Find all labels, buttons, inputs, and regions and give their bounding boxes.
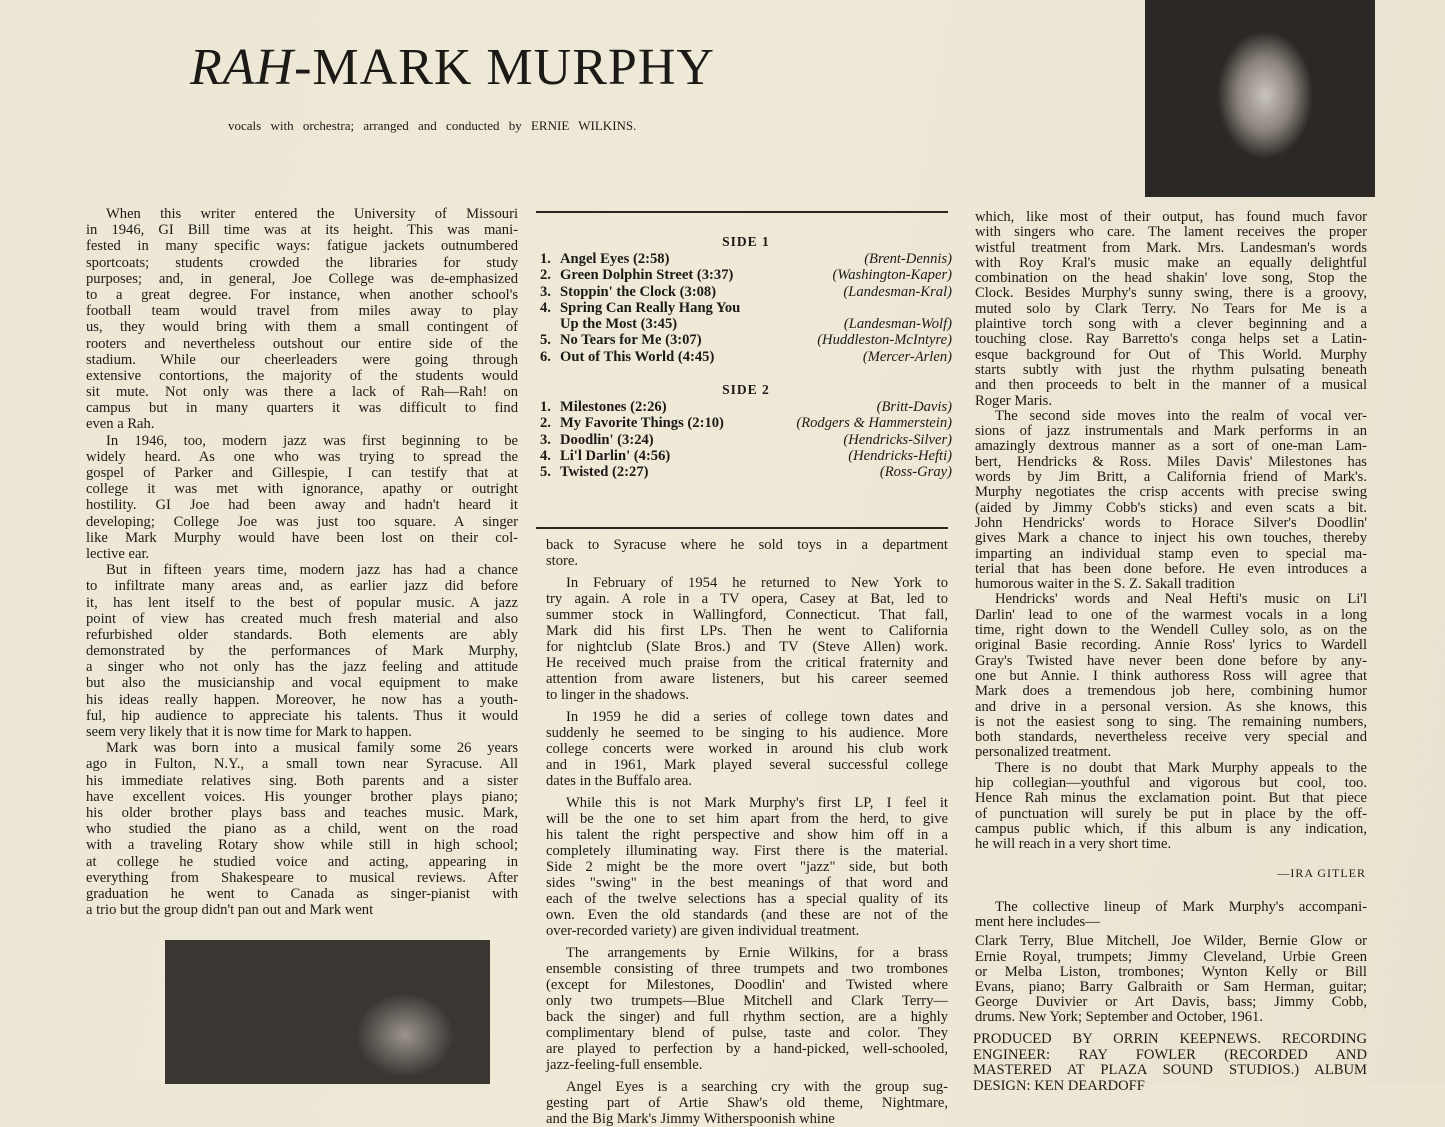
track-composer: (Landesman-Wolf) [843,316,952,333]
text-line: sides "swing" in the best meanings of that word and [546,875,948,891]
track-row [540,399,952,415]
text-line: but also the musicianship and vocal equipment to make [86,675,518,692]
text-line: hostility. GI Joe had been away and hadn't heard it [86,497,518,514]
title-artist: -MARK MURPHY [294,39,715,96]
text-line: football team would travel from miles away to play [86,303,518,320]
album-title [190,38,715,97]
text-line: extensive contortions, the majority of the students would [86,367,518,384]
text-line: a singer who not only has the jazz feeling and attitude [86,659,518,676]
text-line: try again. A role in a TV opera, Casey at Bat, led to [546,591,948,607]
track-number: 2. [540,415,551,432]
text-line: words by Jim Britt, a California friend of Mark's. [975,469,1367,486]
text-line: (aided by Jimmy Cobb's sticks) and even scats a bit. [975,499,1367,516]
text-line: While this is not Mark Murphy's first LP, I feel it [566,795,948,811]
text-line: Side 2 might be the more overt "jazz" side, but both [546,859,948,875]
text-line: sions of jazz instrumentals and Mark performs in an [975,423,1367,440]
text-line: only two trumpets—Blue Mitchell and Clark Terry— [546,993,948,1009]
track-title: Doodlin' (3:24) [560,431,654,448]
text-line: amazingly dextrous manner as a sort of one-man Lam- [975,438,1367,455]
text-line: who studied the piano as a child, went on the road [86,821,518,838]
text-line: with singers who care. The lament receives the proper [975,224,1367,241]
text-line: seem very likely that it is now time for Mark to happen. [86,724,412,740]
text-line: each of the twelve selections has a special quality of its [546,891,948,907]
text-line: purposes; and, in general, Joe College was de-emphasized [86,270,518,287]
text-line: campus but in many quarters it was difficult to find [86,400,518,417]
text-line: his older brother plays bass and teaches music. Mark, [86,804,518,821]
text-line: or Melba Liston, trombones; Wynton Kelly or Bill [975,963,1367,980]
text-line: Clock. Besides Murphy's sunny swing, there is a groovy, [975,285,1367,302]
text-line: The second side moves into the realm of vocal ver- [995,407,1367,424]
track-row [540,267,952,283]
credit-line: ENGINEER: RAY FOWLER (RECORDED AND [973,1046,1367,1063]
text-line: drums. New York; September and October, 1961. [975,1009,1264,1026]
text-line: touching close. Ray Barretto's conga helps set a Latin- [975,331,1367,348]
artist-portrait-photo [1145,0,1375,197]
track-composer: (Hendricks-Silver) [843,431,952,448]
text-line: Hendricks' words and Neal Hefti's music on Li'l [995,591,1367,608]
text-line: his ideas really happen. Moreover, he now has a youth- [86,691,518,708]
track-row [540,300,952,316]
text-line: original Basie recording. Annie Ross' lyrics to Wardell [975,637,1367,654]
text-line: refurbished older standards. Both elements are ably [86,626,518,643]
track-row [540,332,952,348]
credit-line: PRODUCED BY ORRIN KEEPNEWS. RECORDING [973,1031,1367,1047]
track-row [540,448,952,464]
text-line: humorous waiter in the S. Z. Sakall tradition [975,576,1235,593]
text-line: to a great degree. For instance, when another school's [86,286,518,303]
track-number [540,316,560,332]
text-line: with Roy Kral's music make an equally delightful [975,254,1367,271]
track-composer: (Landesman-Kral) [843,283,952,300]
text-line: like Mark Murphy would have been lost on their col- [86,529,518,546]
text-line: graduation he went to Canada as singer-pianist with [86,885,518,902]
side-1-heading: SIDE 1 [722,234,770,249]
text-line: The arrangements by Ernie Wilkins, for a brass [566,945,948,961]
track-row [540,432,952,448]
text-line: esque background for Out of This World. Murphy [975,346,1367,363]
credit-line: MASTERED AT PLAZA SOUND STUDIOS.) ALBUM [973,1062,1367,1078]
text-line: his immediate relatives sing. Both parents and a sister [86,772,518,789]
text-line: to infiltrate many areas and, as earlier jazz did before [86,578,518,595]
track-composer: (Ross-Gray) [879,464,952,481]
track-row [540,464,952,480]
track-title: No Tears for Me (3:07) [560,332,702,349]
text-line: In 1946, too, modern jazz was first beginning to be [106,432,518,449]
personnel-lineup [975,900,1367,1026]
text-line: Mark was born into a musical family some 26 years [106,740,518,757]
track-composer: (Washington-Kaper) [832,267,952,284]
text-line: In February of 1954 he returned to New York to [566,575,948,591]
text-line: dates in the Buffalo area. [546,773,693,789]
track-row [540,284,952,300]
text-line: In 1959 he did a series of college town dates and [566,709,948,725]
text-line: combination on the head shakin' love song, Stop the [975,270,1367,287]
text-line: one but Annie. I think authoress Ross will agree that [975,667,1367,684]
text-line: back the singer) and full rhythm section, are a highly [546,1009,948,1025]
text-line: us, they would bring with them a small contingent of [86,319,518,336]
track-row [540,251,952,267]
text-line: fested in many specific ways: fatigue jackets outnumbered [86,238,518,255]
text-line: even a Rah. [86,416,155,433]
track-number: 4. [540,299,551,316]
text-line: Mark did his first LPs. Then he went to California [546,623,948,639]
text-line: plaintive torch song with a clever beginning and a [975,316,1367,333]
text-line: campus public which, if this album is any indication, [975,820,1367,837]
text-line: in 1946, GI Bill time was at its height. This was mani- [86,222,518,239]
text-line: George Duvivier or Art Davis, bass; Jimmy Cobb, [975,994,1367,1011]
side-1-tracks [540,251,952,365]
text-line: Evans, piano; Barry Galbraith or Sam Herman, guitar; [975,978,1367,995]
text-line: and the Big Mark's Jimmy Witherspoonish whine [546,1111,835,1127]
track-composer: (Britt-Davis) [876,399,952,416]
text-line: personalized treatment. [975,744,1112,761]
text-line: gives Mark a chance to inject his own touches, thereby [975,530,1367,547]
text-line: to linger in the shadows. [546,687,690,703]
text-line: gospel of Parker and Gillespie, I can testify that at [86,465,518,481]
text-line: imparting an individual stamp even to special ma- [975,545,1367,562]
text-line: own. Even the old standards (and these are not of the [546,907,948,923]
track-number: 1. [540,251,551,267]
text-line: college it was met with ignorance, apathy or outright [86,481,518,498]
text-line: are played to perfection by a hand-picked, well-schooled, [546,1041,948,1057]
liner-notes-middle-column [546,537,948,1127]
tracklist [540,233,952,481]
text-line: with a traveling Rotary show while still in high school; [86,837,518,854]
text-line: Mark does a tremendous job here, combining humor [975,683,1367,700]
text-line: bert, Hendricks & Ross. Miles Davis' Milestones has [975,453,1367,470]
text-line: will be the one to set him apart from the herd, to give [546,811,948,827]
text-line: gesting part of Artie Shaw's old theme, Nightmare, [546,1095,948,1111]
text-line: (except for Milestones, Doodlin' and Twisted where [546,977,948,993]
track-number: 3. [540,283,551,300]
text-line: ment here includes— [975,914,1100,931]
text-line: Gray's Twisted have never been done before by any- [975,652,1367,669]
text-line: lective ear. [86,545,150,562]
text-line: sportcoats; students crowded the libraries for study [86,254,518,271]
text-line: But in fifteen years time, modern jazz has had a chance [106,562,518,579]
liner-notes-right-column [975,210,1367,852]
text-line: ful, hip audience to appreciate his talents. Thus it would [86,707,518,724]
track-number: 5. [540,332,551,349]
text-line: is not the easiest song to sing. The remaining numbers, [975,713,1367,730]
track-row [540,316,952,332]
track-title: Up the Most (3:45) [560,316,678,333]
text-line: Clark Terry, Blue Mitchell, Joe Wilder, Bernie Glow or [975,933,1367,950]
track-number: 5. [540,464,551,481]
credit-line: DESIGN: KEN DEARDOFF [973,1077,1145,1094]
tracklist-top-rule [536,211,948,213]
text-line: John Hendricks' words to Horace Silver's Doodlin' [975,514,1367,531]
track-title: Milestones (2:26) [560,399,667,416]
text-line: suddenly he seemed to be singing to his audience. More [546,725,948,741]
text-line: have excellent voices. His younger brother plays piano; [86,788,518,805]
text-line: point of view has created much fresh material and also [86,610,518,627]
text-line: terial that has been done before. He even introduces a [975,560,1367,577]
text-line: Murphy negotiates the crisp accents with precise swing [975,484,1367,501]
text-line: for nightclub (Slate Bros.) and TV (Steve Allen) work. [546,639,948,655]
side-2-tracks [540,399,952,480]
text-line: developing; College Joe was just too square. A singer [86,513,518,530]
text-line: it, has lent itself to the best of popular music. A jazz [86,594,518,611]
text-line: everything from Shakespeare to musical reviews. After [86,869,518,886]
text-line: college concerts were worked in around his club work [546,741,948,757]
track-composer: (Hendricks-Hefti) [848,447,952,464]
track-title: Twisted (2:27) [560,464,649,481]
text-line: time, right down to the Wendell Culley solo, as on the [975,622,1367,639]
track-number: 3. [540,431,551,448]
text-line: widely heard. As one who was trying to spread the [86,448,518,465]
text-line: and in 1961, Mark played several successful college [546,757,948,773]
liner-notes-left-column [86,206,518,918]
author-signature: —IRA GITLER [1277,866,1366,880]
side-2-heading: SIDE 2 [722,382,770,398]
tracklist-bottom-rule [536,527,948,529]
track-row [540,415,952,431]
text-line: a trio but the group didn't pan out and Mark went [86,902,374,919]
text-line: The collective lineup of Mark Murphy's accompani- [995,899,1367,915]
text-line: ensemble consisting of three trumpets and two trombones [546,961,948,977]
track-title: My Favorite Things (2:10) [560,415,724,432]
text-line: back to Syracuse where he sold toys in a department [546,537,948,553]
track-composer: (Mercer-Arlen) [862,348,952,365]
text-line: complimentary blend of pulse, taste and color. They [546,1025,948,1041]
track-number: 4. [540,447,551,464]
text-line: of punctuation will surely be put in place by the off- [975,805,1367,822]
text-line: hip collegian—youthful and vigorous but cool, too. [975,774,1367,791]
track-number: 6. [540,348,551,365]
text-line: Roger Maris. [975,392,1053,409]
track-composer: (Brent-Dennis) [864,251,952,267]
text-line: sit mute. Not only was there a lack of Rah—Rah! on [86,384,518,401]
text-line: at college he studied voice and acting, appearing in [86,853,518,870]
text-line: He received much praise from the critical fraternity and [546,655,948,671]
studio-session-photo [165,940,490,1084]
track-composer: (Rodgers & Hammerstein) [796,415,952,432]
text-line: and drive in a personal version. As she knows, this [975,698,1367,715]
track-number: 1. [540,399,551,416]
text-line: store. [546,553,579,569]
text-line: summer stock in Wallingford, Connecticut. That fall, [546,607,948,623]
text-line: ago in Fulton, N.Y., a small town near Syracuse. All [86,756,518,773]
text-line: and then proceeds to belt in the manner of a musical [975,377,1367,394]
track-composer: (Huddleston-McIntyre) [817,332,952,349]
text-line: his talent the right perspective and show him off in a [546,827,948,843]
track-title: Out of This World (4:45) [560,348,715,365]
text-line: jazz-feeling-full ensemble. [546,1057,703,1073]
text-line: Angel Eyes is a searching cry with the group sug- [566,1079,948,1095]
title-rah: RAH [190,39,295,96]
text-line: stadium. While our cheerleaders were going through [86,351,518,368]
track-title: Li'l Darlin' (4:56) [560,447,671,464]
text-line: both standards, nevertheless receive very special and [975,729,1367,746]
track-title: Angel Eyes (2:58) [560,251,670,267]
text-line: Ernie Royal, trumpets; Jimmy Cleveland, Urbie Green [975,948,1367,965]
text-line: wistful treatment from Mark. Mrs. Landesman's words [975,239,1367,256]
text-line: attention from aware listeners, but his career seemed [546,671,948,687]
text-line: There is no doubt that Mark Murphy appeals to the [995,759,1367,776]
track-title: Stoppin' the Clock (3:08) [560,283,717,300]
text-line: completely illuminating way. First there is the material. [546,843,948,859]
track-title: Spring Can Really Hang You [560,299,741,316]
text-line: which, like most of their output, has found much favor [975,209,1367,225]
text-line: demonstrated by the performances of Mark Murphy, [86,643,518,660]
text-line: over-recorded variety) are given individual treatment. [546,923,860,939]
text-line: When this writer entered the University of Missouri [106,206,518,222]
text-line: starts subtly with just the rhythm pulsating beneath [975,361,1367,378]
track-title: Green Dolphin Street (3:37) [560,267,734,284]
text-line: Darlin' lead to one of the warmest vocals in a long [975,606,1367,623]
text-line: Hence Rah minus the exclamation point. But that piece [975,790,1367,807]
track-number: 2. [540,267,551,284]
track-row [540,349,952,365]
text-line: muted solo by Clark Terry. No Tears for Me is a [975,300,1367,317]
production-credits [973,1032,1367,1094]
text-line: he will reach in a very short time. [975,836,1172,853]
album-subtitle: vocals with orchestra; arranged and conducted by ERNIE WILKINS. [228,118,637,133]
text-line: rooters and nevertheless outshout our entire side of the [86,335,518,352]
